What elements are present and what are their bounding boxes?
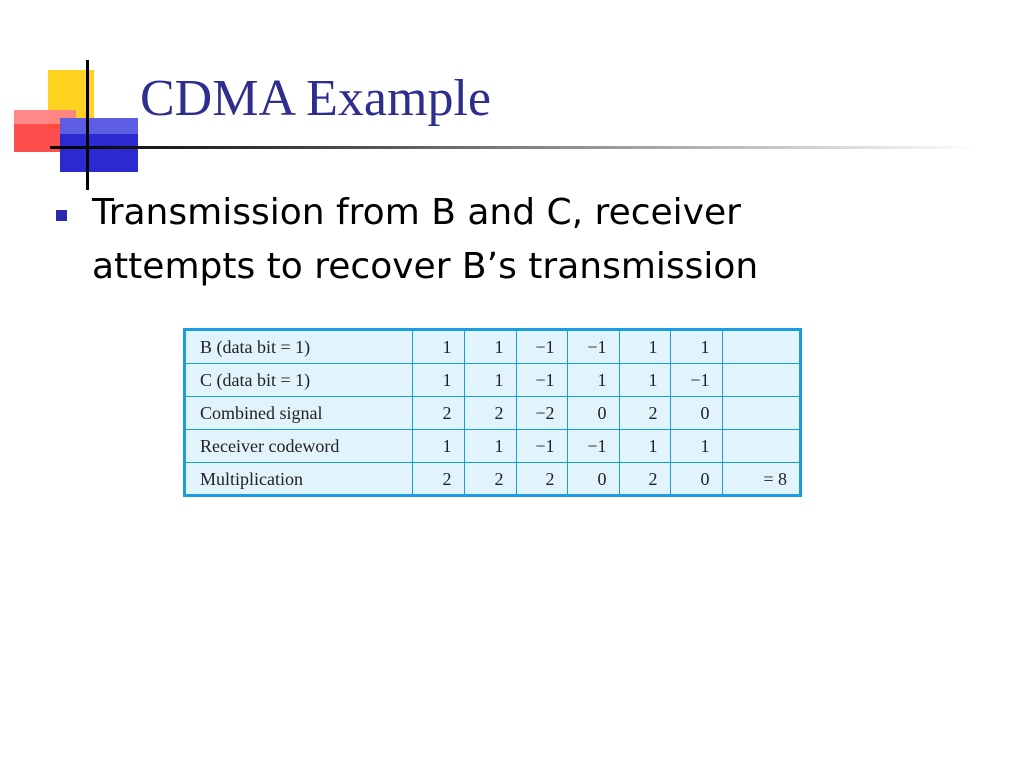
table-row: [186, 331, 799, 364]
chip-value: −1: [567, 331, 619, 364]
chip-value: 2: [412, 397, 464, 430]
chip-value: 2: [464, 463, 516, 496]
cdma-table: [183, 328, 802, 497]
title-underline: [50, 146, 980, 149]
blue-square-highlight: [60, 118, 138, 134]
cdma-table-grid: [186, 331, 799, 495]
vertical-line: [86, 60, 89, 190]
slide-title: CDMA Example: [140, 70, 491, 127]
chip-value: −1: [670, 364, 722, 397]
bullet-square-icon: [56, 210, 67, 221]
chip-value: 1: [412, 364, 464, 397]
table-row: [186, 397, 799, 430]
chip-value: 1: [619, 331, 670, 364]
row-label: B (data bit = 1): [186, 331, 412, 364]
row-label: Receiver codeword: [186, 430, 412, 463]
row-label: Combined signal: [186, 397, 412, 430]
result-cell: [722, 364, 799, 397]
chip-value: 2: [464, 397, 516, 430]
chip-value: 2: [619, 397, 670, 430]
chip-value: 1: [464, 430, 516, 463]
chip-value: −1: [516, 364, 567, 397]
table-row: [186, 430, 799, 463]
chip-value: 1: [619, 364, 670, 397]
chip-value: 0: [567, 463, 619, 496]
chip-value: −1: [516, 331, 567, 364]
chip-value: 1: [567, 364, 619, 397]
result-cell: [722, 430, 799, 463]
chip-value: 1: [619, 430, 670, 463]
chip-value: 2: [619, 463, 670, 496]
result-cell: [722, 331, 799, 364]
chip-value: 1: [670, 430, 722, 463]
chip-value: 1: [412, 331, 464, 364]
table-row: [186, 364, 799, 397]
chip-value: −2: [516, 397, 567, 430]
result-cell: = 8: [722, 463, 799, 496]
bullet-text: Transmission from B and C, receiver attempts to recover B’s transmission: [92, 192, 759, 287]
row-label: C (data bit = 1): [186, 364, 412, 397]
chip-value: −1: [516, 430, 567, 463]
logo-decoration: [0, 0, 150, 190]
table-row: [186, 463, 799, 496]
result-cell: [722, 397, 799, 430]
chip-value: 0: [567, 397, 619, 430]
chip-value: 1: [670, 331, 722, 364]
chip-value: 0: [670, 397, 722, 430]
chip-value: 1: [412, 430, 464, 463]
chip-value: 2: [516, 463, 567, 496]
chip-value: 1: [464, 331, 516, 364]
chip-value: −1: [567, 430, 619, 463]
chip-value: 0: [670, 463, 722, 496]
chip-value: 1: [464, 364, 516, 397]
row-label: Multiplication: [186, 463, 412, 496]
chip-value: 2: [412, 463, 464, 496]
